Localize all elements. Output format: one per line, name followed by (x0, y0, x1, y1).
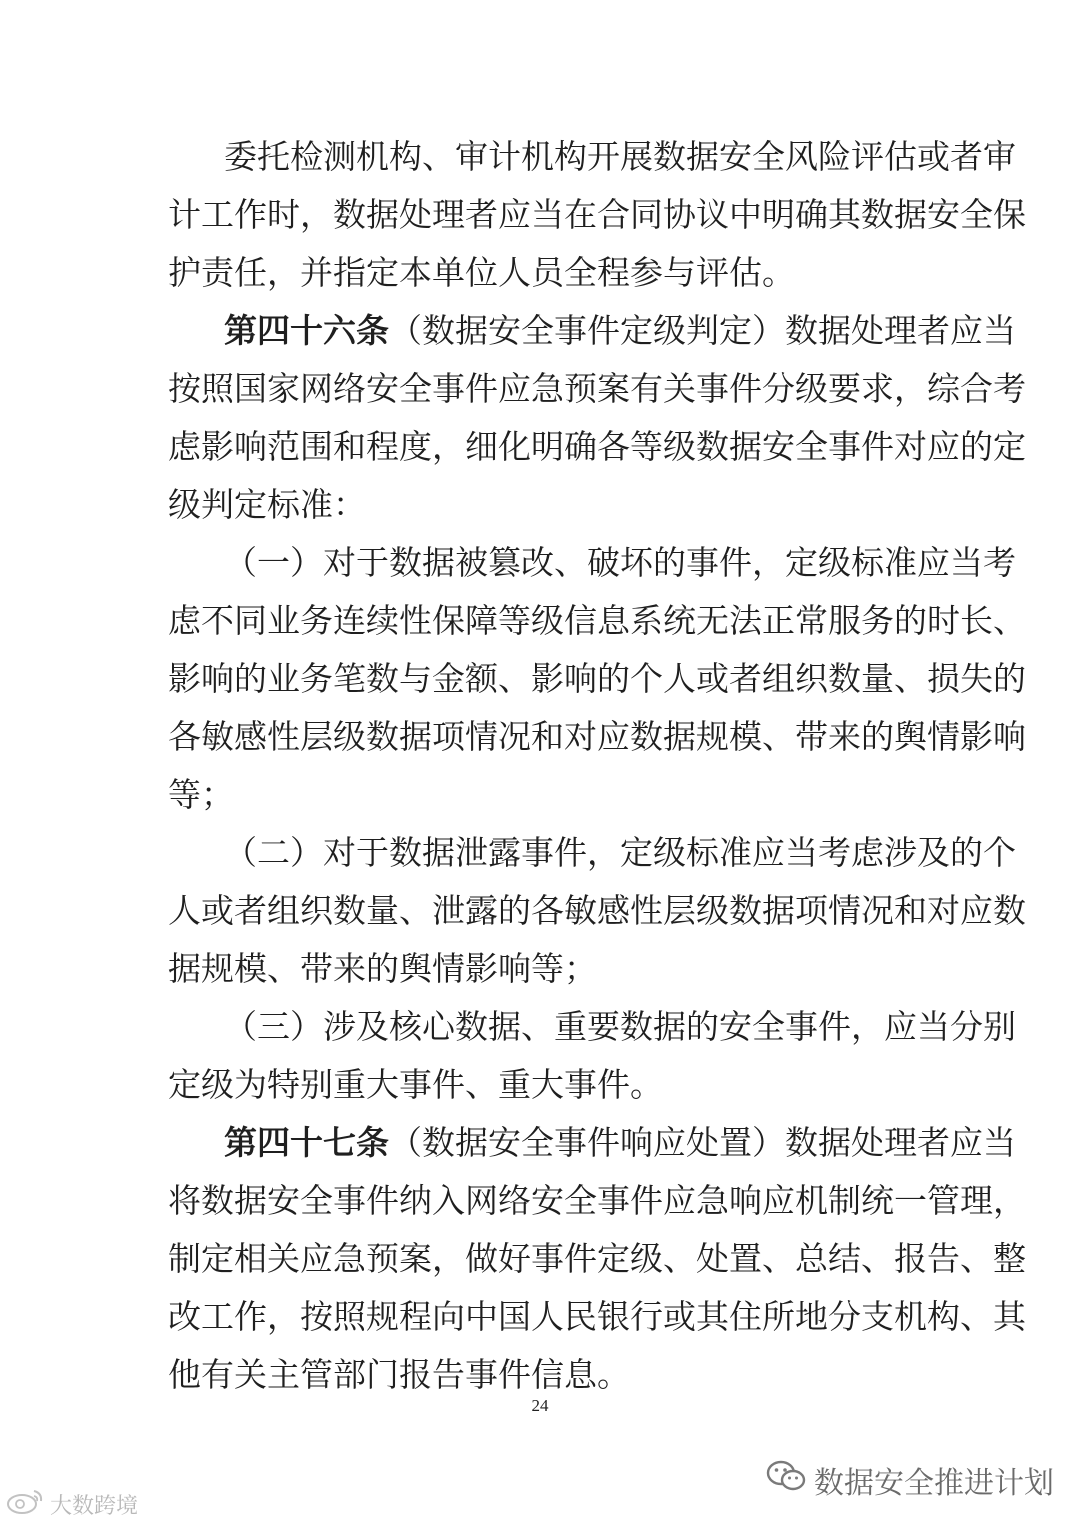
text-line: （数据安全事件定级判定）数据处理者应当 (389, 311, 1016, 350)
article-47-title: 第四十七条 (224, 1123, 389, 1162)
text-line: 他有关主管部门报告事件信息。 (168, 1355, 630, 1394)
text-line: （二）对于数据泄露事件，定级标准应当考虑涉及的个 (224, 833, 1016, 872)
watermark-wechat (766, 1458, 1054, 1502)
text-line: 据规模、带来的舆情影响等； (168, 949, 597, 988)
text-line: 定级为特别重大事件、重大事件。 (168, 1065, 663, 1104)
wechat-icon (766, 1459, 806, 1501)
text-line: （三）涉及核心数据、重要数据的安全事件，应当分别 (224, 1007, 1016, 1046)
text-line: 级判定标准： (168, 485, 366, 524)
article-46-title: 第四十六条 (224, 311, 389, 350)
text-line: （数据安全事件响应处置）数据处理者应当 (389, 1123, 1016, 1162)
page-number: 24 (531, 1396, 549, 1415)
text-line: 虑影响范围和程度，细化明确各等级数据安全事件对应的定 (168, 427, 1026, 466)
text-line: 计工作时，数据处理者应当在合同协议中明确其数据安全保 (168, 195, 1026, 234)
text-line: 各敏感性层级数据项情况和对应数据规模、带来的舆情影响 (168, 717, 1026, 756)
text-line: 委托检测机构、审计机构开展数据安全风险评估或者审 (224, 137, 1016, 176)
text-line: 制定相关应急预案，做好事件定级、处置、总结、报告、整 (168, 1239, 1026, 1278)
text-line: 等； (168, 775, 234, 814)
text-line: 按照国家网络安全事件应急预案有关事件分级要求，综合考 (168, 369, 1026, 408)
text-line: 虑不同业务连续性保障等级信息系统无法正常服务的时长、 (168, 601, 1026, 640)
text-line: 人或者组织数量、泄露的各敏感性层级数据项情况和对应数 (168, 891, 1026, 930)
article-46-heading-line (224, 311, 1016, 351)
weibo-icon (6, 1487, 46, 1521)
watermark-right-text: 数据安全推进计划 (814, 1466, 1054, 1501)
text-line: 影响的业务笔数与金额、影响的个人或者组织数量、损失的 (168, 659, 1026, 698)
article-47-heading-line (224, 1123, 1016, 1163)
watermark-left-text: 大数跨境 (50, 1493, 139, 1519)
text-line: 改工作，按照规程向中国人民银行或其住所地分支机构、其 (168, 1297, 1026, 1336)
watermark-weibo (6, 1488, 138, 1520)
text-line: 将数据安全事件纳入网络安全事件应急响应机制统一管理， (168, 1181, 1026, 1220)
text-line: 护责任，并指定本单位人员全程参与评估。 (168, 253, 795, 292)
text-line: （一）对于数据被篡改、破坏的事件，定级标准应当考 (224, 543, 1016, 582)
